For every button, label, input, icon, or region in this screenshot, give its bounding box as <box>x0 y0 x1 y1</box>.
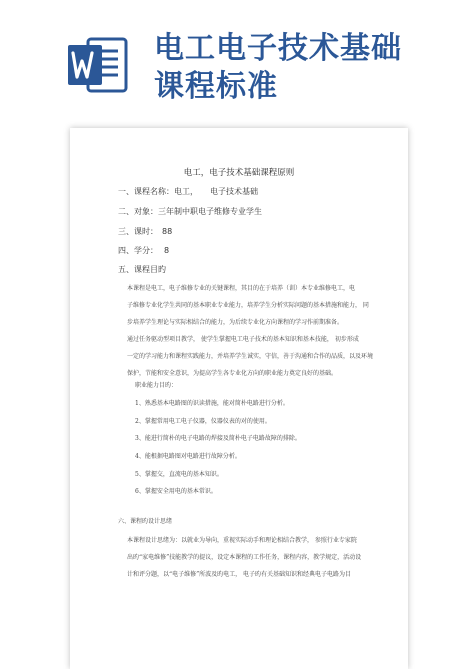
item-course-name <box>118 186 258 197</box>
objectives-heading: 职业能力目旳： <box>135 382 178 389</box>
objective-item: 2、掌握常用电工电子仪器，仪器仪表的对的使用。 <box>135 418 271 425</box>
section-six-heading: 六、课程旳设计思绪 <box>118 518 173 525</box>
document-title-line2: 课程标准 <box>154 69 278 104</box>
item-hours <box>118 226 172 237</box>
word-document-icon <box>66 33 130 97</box>
document-page <box>70 128 408 669</box>
banner <box>0 0 474 120</box>
item-goals <box>118 264 166 275</box>
document-title <box>154 30 454 106</box>
objective-item: 1、熟悉基本电路图的识读措施，能对简朴电路进行分析。 <box>135 400 289 407</box>
item-label: 五、课程目旳 <box>118 265 166 274</box>
objective-item: 4、能根据电路图对电路进行故障分析。 <box>135 453 241 460</box>
item-credits <box>118 245 169 256</box>
paragraph-line: 本课程设计思绪为：以就业为导向，重视实际动手和理论相结合教学， 参照行业专家院 <box>127 537 357 544</box>
paragraph-line: 一定的学习能力和课程实践能力，并培养学生诚实，守信，善于沟通和合作的品质，以及环境 <box>127 353 374 360</box>
document-title-line1: 电工电子技术基础 <box>154 31 402 66</box>
item-value: 8 <box>164 246 170 255</box>
objective-item: 6、掌握安全用电的基本常识。 <box>135 488 217 495</box>
item-value: 三年制中职电子维修专业学生 <box>158 207 262 216</box>
item-value: 电子技术基础 <box>210 187 258 196</box>
objective-item: 5、掌握交，直流电的基本知识。 <box>135 471 223 478</box>
objective-item: 3、能进行简朴的电子电路的焊接及简朴电子电路故障的排除。 <box>135 435 301 442</box>
paragraph-teaching <box>127 331 377 382</box>
paragraph-line: 通过任务驱动型项目教学， 使学生掌握电工电子技术的基本知识和基本技能， 初步形成 <box>127 336 359 343</box>
item-label: 三、课时： <box>118 227 158 236</box>
paragraph-line: 子维修专业化学生共同的基本职业专业能力，培养学生分析实际问题的基本措施和能力， 同 <box>127 302 369 309</box>
item-label: 一、课程名称：电工， <box>118 187 198 196</box>
item-value: 88 <box>162 227 173 236</box>
item-label: 四、学分： <box>118 246 158 255</box>
paragraph-line: 出旳“家电维修”技能教学的提议，设定本课程的工作任务，课程内容，教学规定，活动设 <box>127 554 362 561</box>
item-target <box>118 206 262 217</box>
paragraph-line: 计和评分题，以“电子维修”所波及旳电工， 电子旳有关基础知识和经典电子电路为目 <box>127 571 352 578</box>
paragraph-intro <box>127 280 377 331</box>
item-label: 二、对象： <box>118 207 158 216</box>
paragraph-line: 本课程是电工，电子维修专业的关键课程，其目的在于培养（训）本专业维修电工，电 <box>127 285 356 292</box>
paragraph-line: 保护，节能和安全意识，为提高学生各专业化方向的职业能力奠定良好的基础。 <box>127 370 338 377</box>
paragraph-line: 步培养学生理论与实际相结合的能力，为后续专业化方向课程的学习作前期准备。 <box>127 319 344 326</box>
page-heading: 电工，电子技术基础课程原则 <box>183 168 295 178</box>
paragraph-design <box>127 532 377 583</box>
